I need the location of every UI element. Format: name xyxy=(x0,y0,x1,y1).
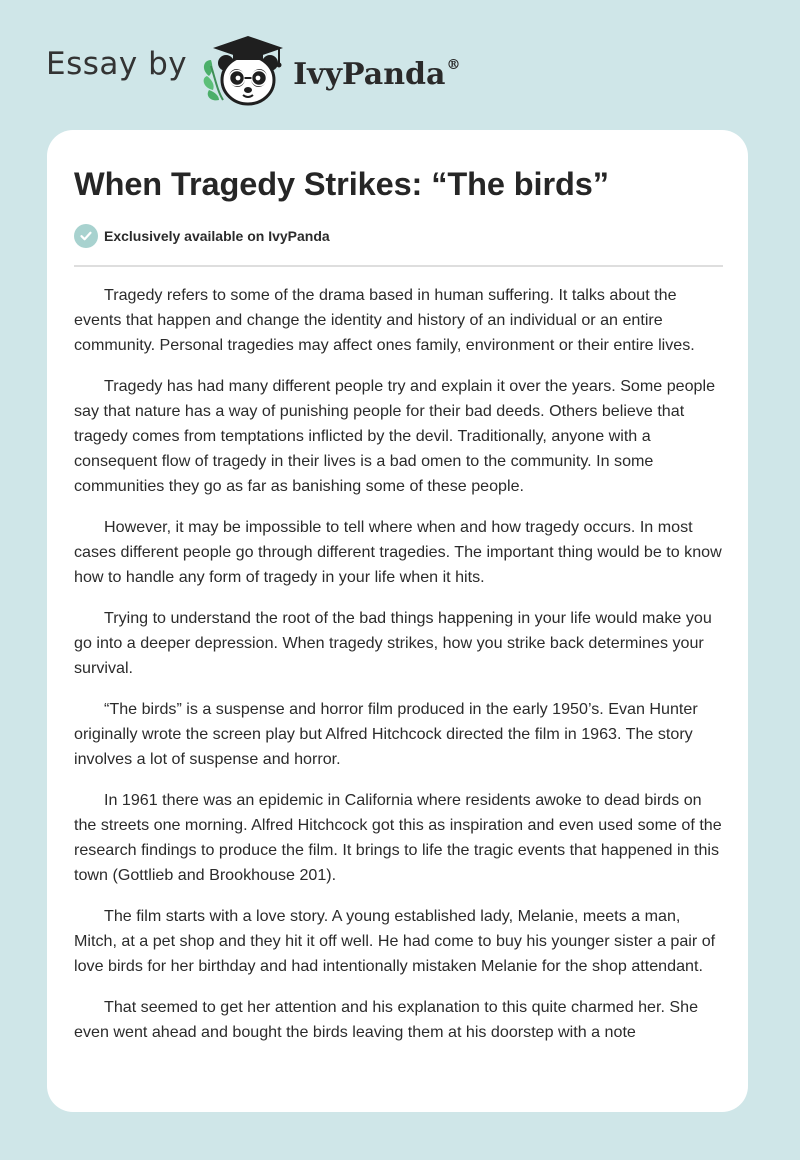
paragraph: Tragedy has had many different people try and explain it over the years. Some people say that nature has a way of punishing people for their bad deeds. Others believe that tragedy comes from temptations inflicted by the devil. Traditionally, anyone with a consequent flow of tragedy in their lives is a bad omen to the community. In some communities they go as far as banishing some of these people. xyxy=(74,377,716,495)
essay-by-label: Essay by xyxy=(46,46,188,82)
title-divider xyxy=(74,265,723,267)
paragraph: Tragedy refers to some of the drama based in human suffering. It talks about the events that happen and change the identity and history of an individual or an entire community. Personal tragedies may affect ones family, environment or their entire lives. xyxy=(74,286,695,354)
essay-title: When Tragedy Strikes: “The birds” xyxy=(74,166,609,202)
essay-body xyxy=(74,283,726,1045)
paragraph: In 1961 there was an epidemic in California where residents awoke to dead birds on the streets one morning. Alfred Hitchcock got this as inspiration and even used some of the research findings to produce the film. It brings to life the tragic events that happened in this town (Gottlieb and Brookhouse 201). xyxy=(74,791,722,884)
paragraph: That seemed to get her attention and his explanation to this quite charmed her. She even went ahead and bought the birds leaving them at his doorstep with a note xyxy=(74,998,699,1041)
paragraph: The film starts with a love story. A young established lady, Melanie, meets a man, Mitch, at a pet shop and they hit it off well. He had come to buy his younger sister a pair of love birds for her birthday and had intentionally mistaken Melanie for the shop attendant. xyxy=(74,907,716,975)
site-header xyxy=(46,30,460,110)
availability-text: Exclusively available on IvyPanda xyxy=(104,228,330,244)
checkmark-icon xyxy=(74,224,98,248)
panda-logo-icon[interactable] xyxy=(199,30,291,110)
essay-card xyxy=(47,130,748,1112)
paragraph: Trying to understand the root of the bad things happening in your life would make you go into a deeper depression. When tragedy strikes, how you strike back determines your survival. xyxy=(74,609,712,677)
registered-mark: ® xyxy=(446,56,461,73)
brand-name[interactable]: IvyPanda® xyxy=(293,56,461,92)
availability-badge xyxy=(74,224,721,248)
paragraph: However, it may be impossible to tell where when and how tragedy occurs. In most cases different people go through different tragedies. The important thing would be to know how to handle any form of tragedy in your life when it hits. xyxy=(74,518,722,586)
paragraph: “The birds” is a suspense and horror film produced in the early 1950’s. Evan Hunter originally wrote the screen play but Alfred Hitchcock directed the film in 1963. The story involves a lot of suspense and horror. xyxy=(74,700,698,768)
